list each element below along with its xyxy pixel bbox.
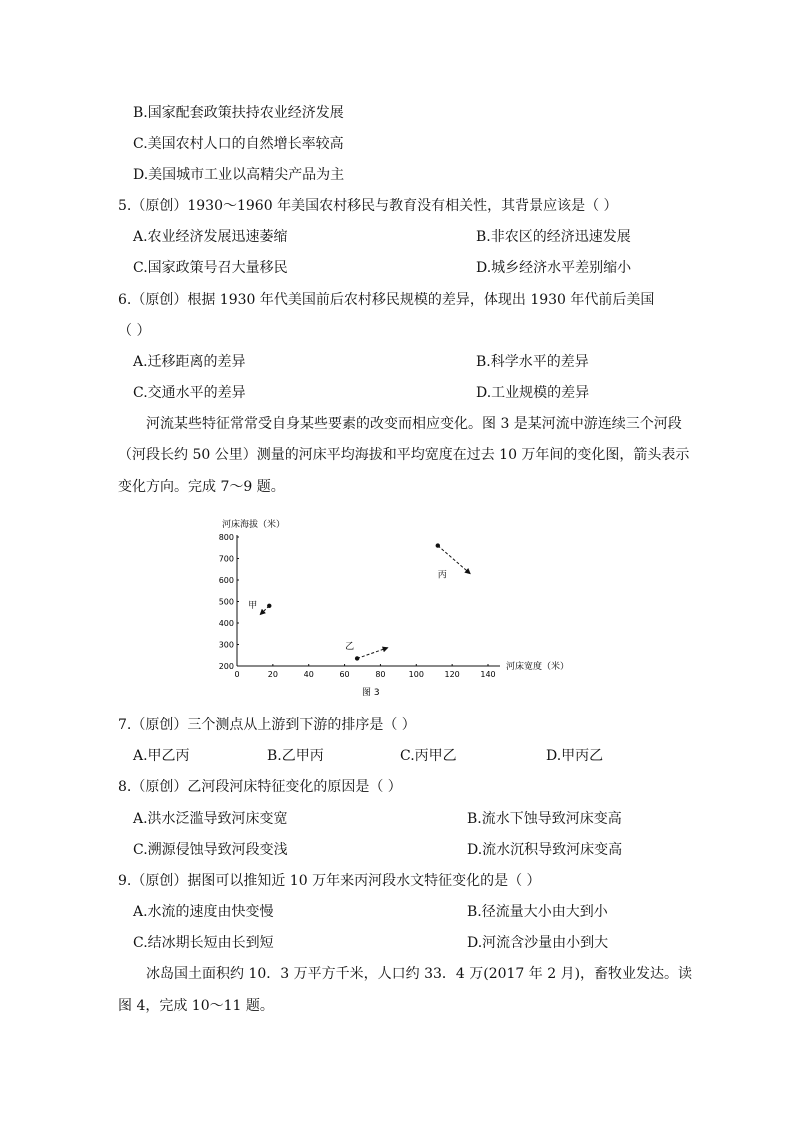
q8-option-c: C.溯源侵蚀导致河段变浅 [133, 842, 288, 858]
q4-option-d: D.美国城市工业以高精尖产品为主 [133, 167, 345, 183]
passage2-line2: 图 4，完成 10～11 题。 [118, 998, 274, 1014]
y-tick-label: 500 [218, 597, 234, 607]
passage1-line3: 变化方向。完成 7～9 题。 [118, 479, 285, 495]
q5-option-d: D.城乡经济水平差别缩小 [476, 260, 632, 276]
y-axis-label: 河床海拔（米） [222, 520, 286, 530]
q9-option-d: D.河流含沙量由小到大 [467, 935, 609, 951]
y-tick-label: 800 [218, 533, 234, 542]
q7-option-a: A.甲乙丙 [133, 748, 190, 764]
start-point-甲 [267, 604, 271, 608]
start-point-丙 [436, 543, 440, 547]
q7-option-b: B.乙甲丙 [267, 748, 324, 764]
q9-option-a: A.水流的速度由快变慢 [133, 904, 274, 920]
q5-option-a: A.农业经济发展迅速萎缩 [133, 229, 288, 245]
q8-option-a: A.洪水泛滥导致河床变宽 [133, 811, 288, 827]
x-tick-label: 100 [408, 670, 424, 679]
change-arrow-丙 [438, 546, 470, 574]
figure-3-chart [200, 505, 600, 700]
x-tick-label: 80 [375, 670, 386, 679]
x-tick-label: 60 [339, 670, 350, 679]
x-tick-label: 140 [480, 670, 496, 679]
change-arrow-乙 [357, 648, 387, 659]
q6-option-a: A.迁移距离的差异 [133, 354, 246, 370]
q5-option-b: B.非农区的经济迅速发展 [476, 229, 631, 245]
y-tick-label: 400 [218, 619, 234, 628]
q9-option-b: B.径流量大小由大到小 [467, 904, 608, 920]
passage1-line1: 河流某些特征常常受自身某些要素的改变而相应变化。图 3 是某河流中游连续三个河段 [146, 416, 682, 432]
q7-option-c: C.丙甲乙 [400, 748, 457, 764]
series-label-乙: 乙 [345, 642, 355, 653]
passage1-line2: （河段长约 50 公里）测量的河床平均海拔和平均宽度在过去 10 万年间的变化图，箭头表示 [118, 447, 690, 463]
q8-stem: 8.（原创）乙河段河床特征变化的原因是（ ） [118, 779, 402, 795]
x-tick-label: 120 [444, 670, 460, 679]
q7-stem: 7.（原创）三个测点从上游到下游的排序是（ ） [118, 717, 416, 733]
x-tick-label: 0 [234, 670, 240, 679]
q4-option-b: B.国家配套政策扶持农业经济发展 [133, 105, 344, 121]
y-tick-label: 700 [218, 554, 234, 564]
start-point-乙 [355, 656, 359, 660]
x-tick-label: 20 [267, 670, 278, 679]
x-tick-label: 40 [303, 670, 314, 679]
series-label-甲: 甲 [248, 601, 258, 612]
q8-option-d: D.流水沉积导致河床变高 [467, 842, 623, 858]
passage2-line1: 冰岛国土面积约 10．3 万平方千米，人口约 33．4 万(2017 年 2 月)，畜牧业发达。读 [146, 966, 693, 982]
q9-option-c: C.结冰期长短由长到短 [133, 935, 274, 951]
series-label-丙: 丙 [437, 570, 447, 581]
figure-caption: 图 3 [362, 688, 380, 698]
y-tick-label: 300 [218, 640, 234, 650]
q5-option-c: C.国家政策号召大量移民 [133, 260, 288, 276]
y-tick-label: 600 [218, 576, 234, 585]
q5-stem: 5.（原创）1930～1960 年美国农村移民与教育没有相关性，其背景应该是（ ） [118, 198, 618, 214]
x-axis-label: 河床宽度（米） [506, 662, 570, 672]
q6-option-b: B.科学水平的差异 [476, 354, 589, 370]
q6-option-d: D.工业规模的差异 [476, 385, 590, 401]
q6-option-c: C.交通水平的差异 [133, 385, 246, 401]
q9-stem: 9.（原创）据图可以推知近 10 万年来丙河段水文特征变化的是（ ） [118, 873, 541, 889]
q8-option-b: B.流水下蚀导致河床变高 [467, 811, 622, 827]
q4-option-c: C.美国农村人口的自然增长率较高 [133, 136, 344, 152]
q6-stem: 6.（原创）根据 1930 年代美国前后农村移民规模的差异，体现出 1930 年代前后美国 [118, 292, 655, 308]
y-tick-label: 200 [218, 662, 234, 671]
q6-stem-bracket: （ ） [118, 323, 151, 339]
q7-option-d: D.甲丙乙 [546, 748, 604, 764]
